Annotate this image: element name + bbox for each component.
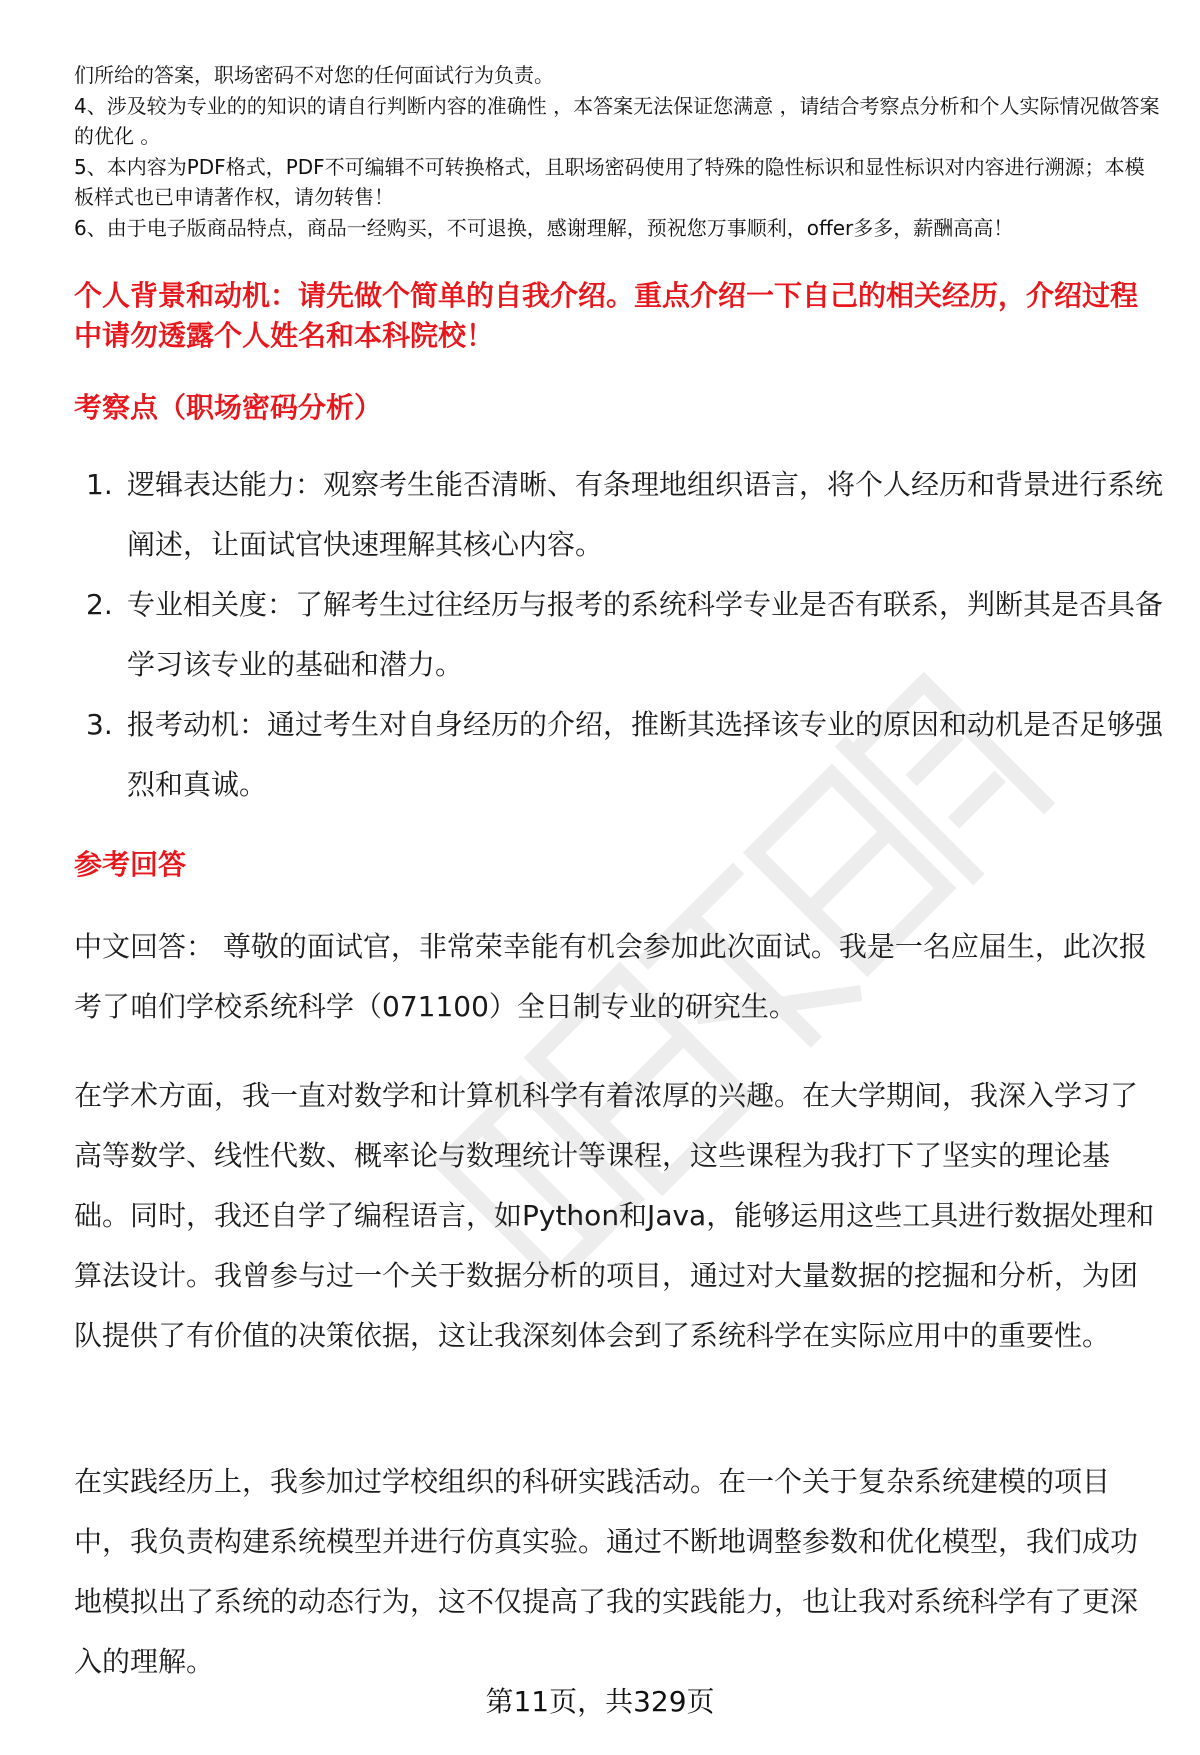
note-line: 5、本内容为PDF格式，PDF不可编辑不可转换格式，且职场密码使用了特殊的隐性标识和显性标识对内容进行溯源；本模板样式也已申请著作权，请勿转售！ bbox=[74, 154, 1145, 209]
key-point-text: 专业相关度：了解考生过往经历与报考的系统科学专业是否有联系，判断其是否具备学习该专业的基础和潜力。 bbox=[127, 588, 1164, 681]
key-points-heading: 考察点（职场密码分析） bbox=[74, 391, 383, 424]
key-point-item bbox=[74, 455, 1164, 575]
question-heading: 个人背景和动机：请先做个简单的自我介绍。重点介绍一下自己的相关经历，介绍过程中请勿透露个人姓名和本科院校！ bbox=[74, 279, 1139, 352]
answer-paragraph: 在实践经历上，我参加过学校组织的科研实践活动。在一个关于复杂系统建模的项目中，我负责构建系统模型并进行仿真实验。通过不断地调整参数和优化模型，我们成功地模拟出了系统的动态行为，这不仅提高了我的实践能力，也让我对系统科学有了更深入的理解。 bbox=[74, 1465, 1139, 1678]
note-line: 4、涉及较为专业的的知识的请自行判断内容的准确性 ，本答案无法保证您满意 ，请结合考察点分析和个人实际情况做答案的优化 。 bbox=[74, 93, 1160, 148]
key-point-number: 1. bbox=[86, 468, 113, 501]
key-point-text: 报考动机：通过考生对自身经历的介绍，推断其选择该专业的原因和动机是否足够强烈和真诚。 bbox=[127, 708, 1164, 801]
disclaimer-notes bbox=[74, 60, 1164, 243]
answer-paragraph: 在学术方面，我一直对数学和计算机科学有着浓厚的兴趣。在大学期间，我深入学习了高等数学、线性代数、概率论与数理统计等课程，这些课程为我打下了坚实的理论基础。同时，我还自学了编程语言，如Python和Java，能够运用这些工具进行数据处理和算法设计。我曾参与过一个关于数据分析的项目，通过对大量数据的挖掘和分析，为团队提供了有价值的决策依据，这让我深刻体会到了系统科学在实际应用中的重要性。 bbox=[74, 1079, 1155, 1352]
key-point-item bbox=[74, 575, 1164, 695]
page-number-footer: 第11页，共329页 bbox=[485, 1685, 715, 1718]
answer-paragraph: 中文回答： 尊敬的面试官，非常荣幸能有机会参加此次面试。我是一名应届生，此次报考了咱们学校系统科学（071100）全日制专业的研究生。 bbox=[74, 930, 1147, 1023]
key-point-number: 3. bbox=[86, 708, 113, 741]
note-line: 们所给的答案，职场密码不对您的任何面试行为负责。 bbox=[74, 63, 554, 87]
key-point-item bbox=[74, 695, 1164, 815]
note-line: 6、由于电子版商品特点，商品一经购买，不可退换，感谢理解，预祝您万事顺利，offer多多，薪酬高高！ bbox=[74, 215, 1014, 240]
key-points-list bbox=[74, 455, 1164, 815]
key-point-text: 逻辑表达能力：观察考生能否清晰、有条理地组织语言，将个人经历和背景进行系统阐述，让面试官快速理解其核心内容。 bbox=[127, 468, 1164, 561]
key-point-number: 2. bbox=[86, 588, 113, 621]
reference-answer-heading: 参考回答 bbox=[74, 848, 187, 881]
